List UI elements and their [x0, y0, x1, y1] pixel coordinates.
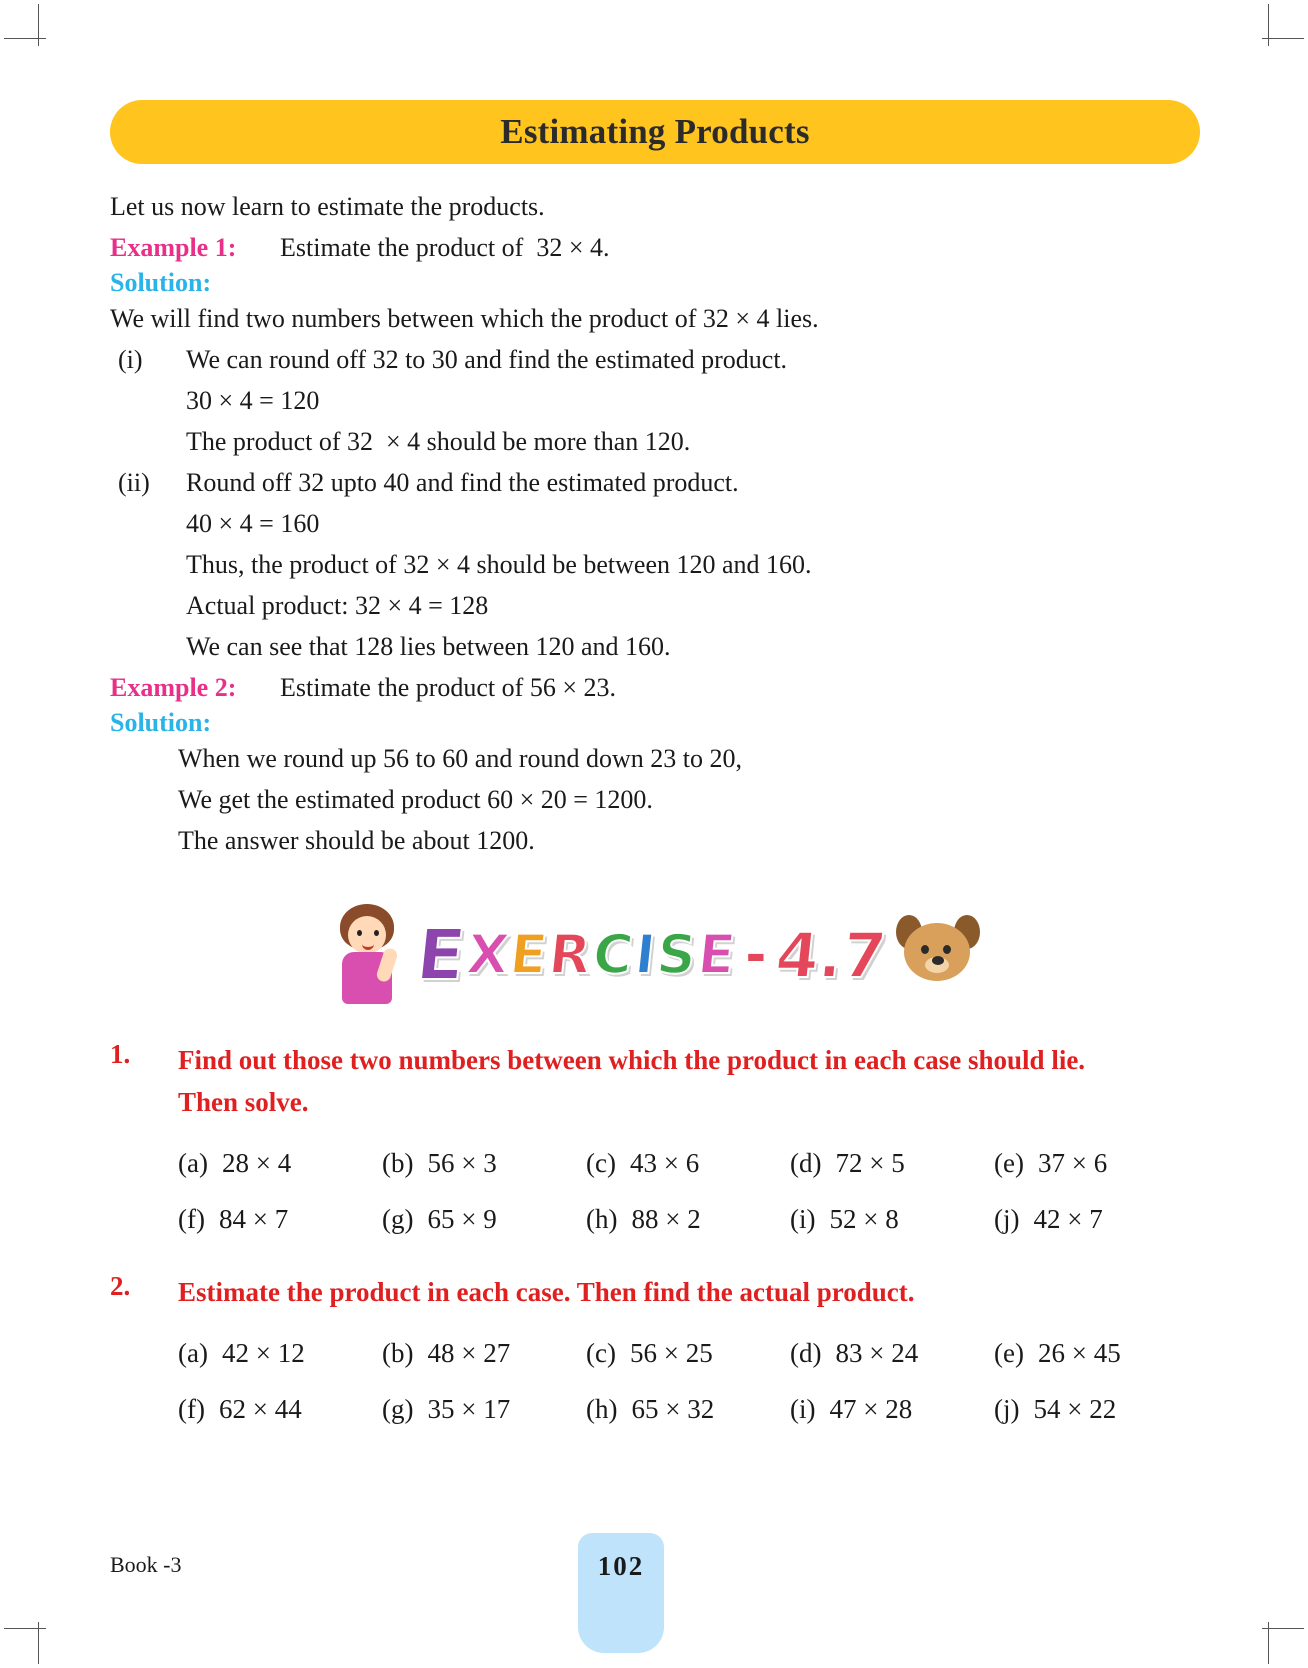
step-text: Thus, the product of 32 × 4 should be between 120 and 160.	[186, 550, 812, 579]
item-tag: (a)	[178, 1338, 208, 1368]
item-expression: 65 × 9	[427, 1204, 497, 1234]
step-text: 30 × 4 = 120	[186, 386, 320, 415]
item-tag: (g)	[382, 1394, 414, 1424]
list-item	[790, 1381, 994, 1437]
step-text: We can see that 128 lies between 120 and 160.	[186, 632, 671, 661]
example-2-line: We get the estimated product 60 × 20 = 1200.	[178, 785, 653, 814]
crop-mark-bottom-left-horizontal	[4, 1628, 46, 1629]
example-2-text: Estimate the product of 56 × 23.	[280, 673, 616, 702]
example-2-line: The answer should be about 1200.	[178, 826, 535, 855]
example-1-step	[110, 421, 1200, 462]
item-tag: (b)	[382, 1338, 414, 1368]
item-expression: 37 × 6	[1037, 1148, 1108, 1178]
list-item	[586, 1381, 790, 1437]
exercise-number: 4.7	[772, 918, 890, 992]
step-text: Actual product: 32 × 4 = 128	[186, 591, 489, 620]
list-item	[178, 1191, 382, 1247]
list-item	[586, 1325, 790, 1381]
item-tag: (d)	[790, 1148, 822, 1178]
step-text: Round off 32 upto 40 and find the estimated product.	[186, 468, 739, 497]
crop-mark-top-left-vertical	[38, 4, 39, 46]
item-tag: (h)	[586, 1204, 618, 1234]
example-2-heading	[110, 667, 1200, 708]
list-item	[994, 1381, 1198, 1437]
question-number: 1.	[110, 1039, 131, 1069]
list-item	[994, 1135, 1198, 1191]
crop-mark-top-right-horizontal	[1262, 38, 1304, 39]
item-tag: (f)	[178, 1204, 205, 1234]
item-expression: 52 × 8	[829, 1204, 899, 1234]
item-expression: 42 × 12	[221, 1338, 305, 1368]
question-2-items	[178, 1325, 1200, 1437]
step-text: The product of 32 × 4 should be more than 120.	[186, 427, 691, 456]
example-1-solution-label: Solution:	[110, 268, 212, 297]
item-expression: 83 × 24	[835, 1338, 919, 1368]
list-item	[586, 1191, 790, 1247]
page-content	[110, 100, 1200, 1437]
item-tag: (a)	[178, 1148, 208, 1178]
item-row	[178, 1135, 1200, 1191]
list-item	[790, 1325, 994, 1381]
list-item	[382, 1381, 586, 1437]
item-row	[178, 1325, 1200, 1381]
list-item	[178, 1381, 382, 1437]
question-1	[110, 1039, 1200, 1123]
step-marker: (i)	[118, 345, 143, 374]
item-tag: (i)	[790, 1394, 816, 1424]
exercise-heading	[110, 895, 1200, 1015]
item-expression: 54 × 22	[1033, 1394, 1117, 1424]
item-tag: (f)	[178, 1394, 205, 1424]
list-item	[382, 1325, 586, 1381]
list-item	[178, 1325, 382, 1381]
step-text: We can round off 32 to 30 and find the estimated product.	[186, 345, 788, 374]
crop-mark-top-left-horizontal	[4, 38, 46, 39]
page-number: 102	[597, 1551, 645, 1581]
list-item	[790, 1135, 994, 1191]
list-item	[994, 1325, 1198, 1381]
example-1-text: Estimate the product of 32 × 4.	[280, 233, 610, 262]
list-item	[586, 1135, 790, 1191]
crop-mark-bottom-right-horizontal	[1262, 1628, 1304, 1629]
item-expression: 28 × 4	[221, 1148, 292, 1178]
item-expression: 65 × 32	[631, 1394, 715, 1424]
item-expression: 48 × 27	[427, 1338, 511, 1368]
list-item	[790, 1191, 994, 1247]
example-1-step	[110, 626, 1200, 667]
item-expression: 56 × 25	[629, 1338, 713, 1368]
question-text: Estimate the product in each case. Then find the actual product.	[178, 1277, 915, 1307]
step-marker: (ii)	[118, 468, 150, 497]
item-expression: 88 × 2	[631, 1204, 701, 1234]
item-tag: (c)	[586, 1338, 616, 1368]
item-tag: (e)	[994, 1338, 1024, 1368]
example-1-step	[110, 339, 1200, 380]
item-expression: 26 × 45	[1037, 1338, 1121, 1368]
list-item	[994, 1191, 1198, 1247]
item-expression: 47 × 28	[829, 1394, 913, 1424]
example-1-step	[110, 380, 1200, 421]
item-expression: 35 × 17	[427, 1394, 511, 1424]
item-row	[178, 1191, 1200, 1247]
item-tag: (d)	[790, 1338, 822, 1368]
intro-text: Let us now learn to estimate the products.	[110, 192, 545, 221]
question-text: Find out those two numbers between which the product in each case should lie. Then solve.	[178, 1045, 1086, 1117]
question-number: 2.	[110, 1271, 131, 1301]
question-2	[110, 1271, 1200, 1313]
item-expression: 72 × 5	[835, 1148, 905, 1178]
item-expression: 43 × 6	[629, 1148, 700, 1178]
crop-mark-top-right-vertical	[1268, 4, 1269, 46]
item-expression: 62 × 44	[218, 1394, 302, 1424]
item-tag: (j)	[994, 1394, 1020, 1424]
example-1-label: Example 1:	[110, 233, 237, 262]
list-item	[382, 1135, 586, 1191]
list-item	[178, 1135, 382, 1191]
item-tag: (e)	[994, 1148, 1024, 1178]
item-tag: (h)	[586, 1394, 618, 1424]
item-row	[178, 1381, 1200, 1437]
page-title: Estimating Products	[500, 112, 810, 151]
item-tag: (i)	[790, 1204, 816, 1234]
step-text: 40 × 4 = 160	[186, 509, 320, 538]
section-banner	[110, 100, 1200, 164]
example-2-label: Example 2:	[110, 673, 237, 702]
girl-illustration-icon	[326, 900, 410, 1010]
dog-illustration-icon	[892, 909, 984, 1001]
item-tag: (b)	[382, 1148, 414, 1178]
example-1-heading	[110, 227, 1200, 268]
item-expression: 56 × 3	[427, 1148, 497, 1178]
example-1-step	[110, 585, 1200, 626]
example-2-solution-label: Solution:	[110, 708, 212, 737]
exercise-word: E X E R C I S E	[412, 914, 738, 996]
list-item	[382, 1191, 586, 1247]
page-number-badge	[578, 1533, 664, 1653]
example-1-step	[110, 462, 1200, 503]
item-expression: 42 × 7	[1033, 1204, 1103, 1234]
example-2-line: When we round up 56 to 60 and round down 23 to 20,	[178, 744, 742, 773]
question-1-items	[178, 1135, 1200, 1247]
item-tag: (c)	[586, 1148, 616, 1178]
item-expression: 84 × 7	[218, 1204, 289, 1234]
example-1-step	[110, 544, 1200, 585]
footer-book-label: Book -3	[110, 1552, 182, 1577]
example-1-step	[110, 503, 1200, 544]
exercise-dash: -	[745, 926, 767, 984]
item-tag: (j)	[994, 1204, 1020, 1234]
item-tag: (g)	[382, 1204, 414, 1234]
example-1-lead: We will find two numbers between which the product of 32 × 4 lies.	[110, 304, 819, 333]
